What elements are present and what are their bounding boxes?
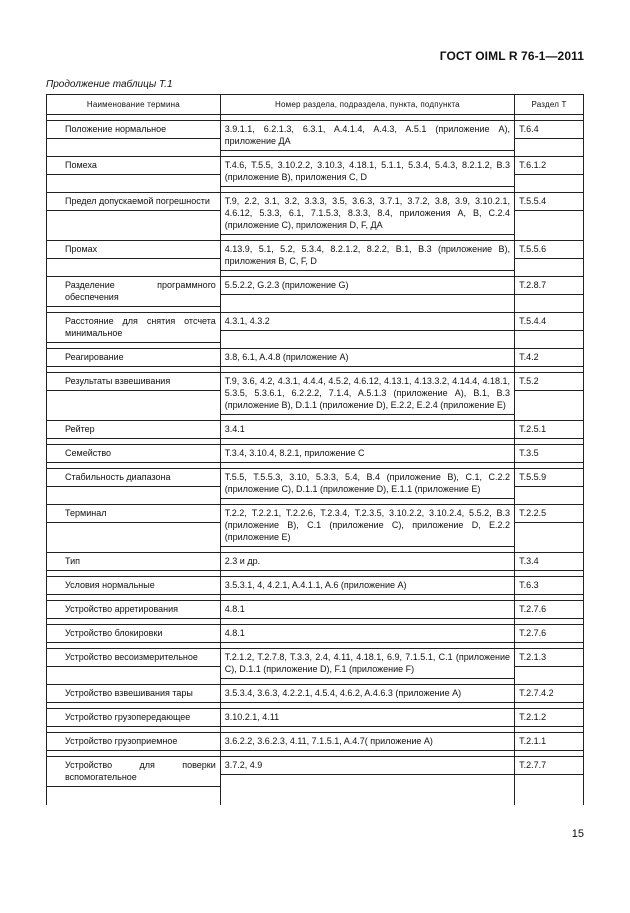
table-header-row [47,95,584,115]
term-cell: Устройство весоизмерительное [47,648,220,667]
ref-cell: T.2.7.7 [515,756,583,775]
table-row [47,439,584,463]
term-cell: Семейство [47,444,220,463]
term-cell: Промах [47,240,220,259]
sections-cell: 4.8.1 [221,600,514,619]
table-row [47,703,584,727]
table-row [47,115,584,152]
table-row [47,235,584,271]
ref-cell: T.5.5.9 [515,468,583,487]
sections-cell: 4.13.9, 5.1, 5.2, 5.3.4, 8.2.1.2, 8.2.2, B.1, B.3 (приложение В), приложения В, С, F, D [221,240,514,271]
sections-cell: 3.7.2, 4.9 [221,756,514,775]
sections-cell: T.3.4, 3.10.4, 8.2.1, приложение С [221,444,514,463]
ref-cell: T.5.5.4 [515,192,583,211]
term-cell: Устройство взвешивания тары [47,684,220,703]
sections-cell: T.9, 2.2, 3.1, 3.2, 3.3.3, 3.5, 3.6.3, 3.7.1, 3.7.2, 3.8, 3.9, 3.10.2.1, 4.6.12, 5.3.3, 6.1, 7.1.5.3, 8.3.3, 8.4, приложения A, B, C.2.4 (приложение С), приложения D, F, ДА [221,192,514,235]
column-header-sections: Номер раздела, подраздела, пункта, подпункта [220,95,514,115]
term-cell: Терминал [47,504,220,523]
term-cell: Стабильность диапазона [47,468,220,487]
table-row [47,547,584,571]
table-row [47,619,584,643]
ref-cell: T.5.4.4 [515,312,583,331]
document-header: ГОСТ OIML R 76-1—2011 [439,49,584,63]
term-cell: Результаты взвешивания [47,372,220,391]
ref-cell: T.2.1.3 [515,648,583,667]
term-cell: Устройство грузоприемное [47,732,220,751]
term-cell: Расстояние для снятия отсчета минимальное [47,312,220,343]
table-row [47,679,584,703]
sections-cell: 4.8.1 [221,624,514,643]
table-row [47,151,584,187]
table-row [47,571,584,595]
sections-cell: 3.6.2.2, 3.6.2.3, 4.11, 7.1.5.1, A.4.7( приложение А) [221,732,514,751]
sections-cell: 5.5.2.2, G.2.3 (приложение G) [221,276,514,295]
sections-cell: T.5.5, T.5.5.3, 3.10, 5.3.3, 5.4, B.4 (приложение B), C.1, C.2.2 (приложение C), D.1.1 (приложение D), E.1.1 (приложение E) [221,468,514,499]
sections-cell: T.4.6, T.5.5, 3.10.2.2, 3.10.3, 4.18.1, 5.1.1, 5.3.4, 5.4.3, 8.2.1.2, B.3 (приложение В), приложения C, D [221,156,514,187]
term-cell: Реагирование [47,348,220,367]
table-row [47,187,584,235]
ref-cell: T.2.7.6 [515,600,583,619]
term-cell: Помеха [47,156,220,175]
term-cell: Устройство арретирования [47,600,220,619]
ref-cell: T.2.8.7 [515,276,583,295]
sections-cell: 3.9.1.1, 6.2.1.3, 6.3.1, A.4.1.4, A.4.3, A.5.1 (приложение А), приложение ДА [221,120,514,151]
ref-cell: T.6.3 [515,576,583,595]
term-cell: Положение нормальное [47,120,220,139]
table-caption: Продолжение таблицы Т.1 [46,79,173,90]
table-row [47,343,584,367]
sections-cell: 4.3.1, 4.3.2 [221,312,514,331]
table-row [47,595,584,619]
term-cell: Устройство для поверки вспомогательное [47,756,220,787]
sections-cell: 3.5.3.4, 3.6.3, 4.2.2.1, 4.5.4, 4.6.2, A.4.6.3 (приложение А) [221,684,514,703]
ref-cell: T.2.7.4.2 [515,684,583,703]
ref-cell: T.3.5 [515,444,583,463]
term-cell: Разделение программного обеспечения [47,276,220,307]
ref-cell: T.2.1.2 [515,708,583,727]
sections-cell: 2.3 и др. [221,552,514,571]
sections-cell: T.2.1.2, T.2.7.8, T.3.3, 2.4, 4.11, 4.18.1, 6.9, 7.1.5.1, C.1 (приложение C), D.1.1 (приложение D), F.1 (приложение F) [221,648,514,679]
sections-cell: 3.4.1 [221,420,514,439]
table-row [47,643,584,679]
ref-cell: T.2.1.1 [515,732,583,751]
table-body [47,115,584,806]
ref-cell: T.6.1.2 [515,156,583,175]
ref-cell: T.3.4 [515,552,583,571]
page-number: 15 [571,828,584,840]
ref-cell: T.2.7.6 [515,624,583,643]
table-row [47,499,584,547]
table-continuation [47,787,584,805]
column-header-term: Наименование термина [47,95,221,115]
terms-table [46,94,584,805]
table-row [47,271,584,307]
term-cell: Устройство грузопередающее [47,708,220,727]
ref-cell: T.5.5.6 [515,240,583,259]
sections-cell: T.2.2, T.2.2.1, T.2.2.6, T.2.3.4, T.2.3.5, 3.10.2.2, 3.10.2.4, 5.5.2, B.3 (приложение B), C.1 (приложение C), приложение D, E.2.2 (приложение E) [221,504,514,547]
sections-cell: T.9, 3.6, 4.2, 4.3.1, 4.4.4, 4.5.2, 4.6.12, 4.13.1, 4.13.3.2, 4.14.4, 4.18.1, 5.3.5, 5.3.6.1, 6.2.2.2, 7.1.4, A.5.1.3 (приложение А), B.1, B.3 (приложение B), D.1.1 (приложение D), E.2.2, E.2.4 (приложение E) [221,372,514,415]
ref-cell: T.6.4 [515,120,583,139]
sections-cell: 3.8, 6.1, A.4.8 (приложение А) [221,348,514,367]
table-row [47,367,584,415]
table-row [47,415,584,439]
ref-cell: T.2.5.1 [515,420,583,439]
sections-cell: 3.10.2.1, 4.11 [221,708,514,727]
term-cell: Предел допускаемой погрешности [47,192,220,211]
table-row [47,751,584,787]
term-cell: Рейтер [47,420,220,439]
term-cell: Устройство блокировки [47,624,220,643]
term-cell: Тип [47,552,220,571]
table-row [47,307,584,343]
ref-cell: T.4.2 [515,348,583,367]
ref-cell: T.2.2.5 [515,504,583,523]
ref-cell: T.5.2 [515,372,583,391]
table-row [47,463,584,499]
table-row [47,727,584,751]
column-header-ref: Раздел Т [515,95,584,115]
sections-cell: 3.5.3.1, 4, 4.2.1, A.4.1.1, A.6 (приложение А) [221,576,514,595]
term-cell: Условия нормальные [47,576,220,595]
